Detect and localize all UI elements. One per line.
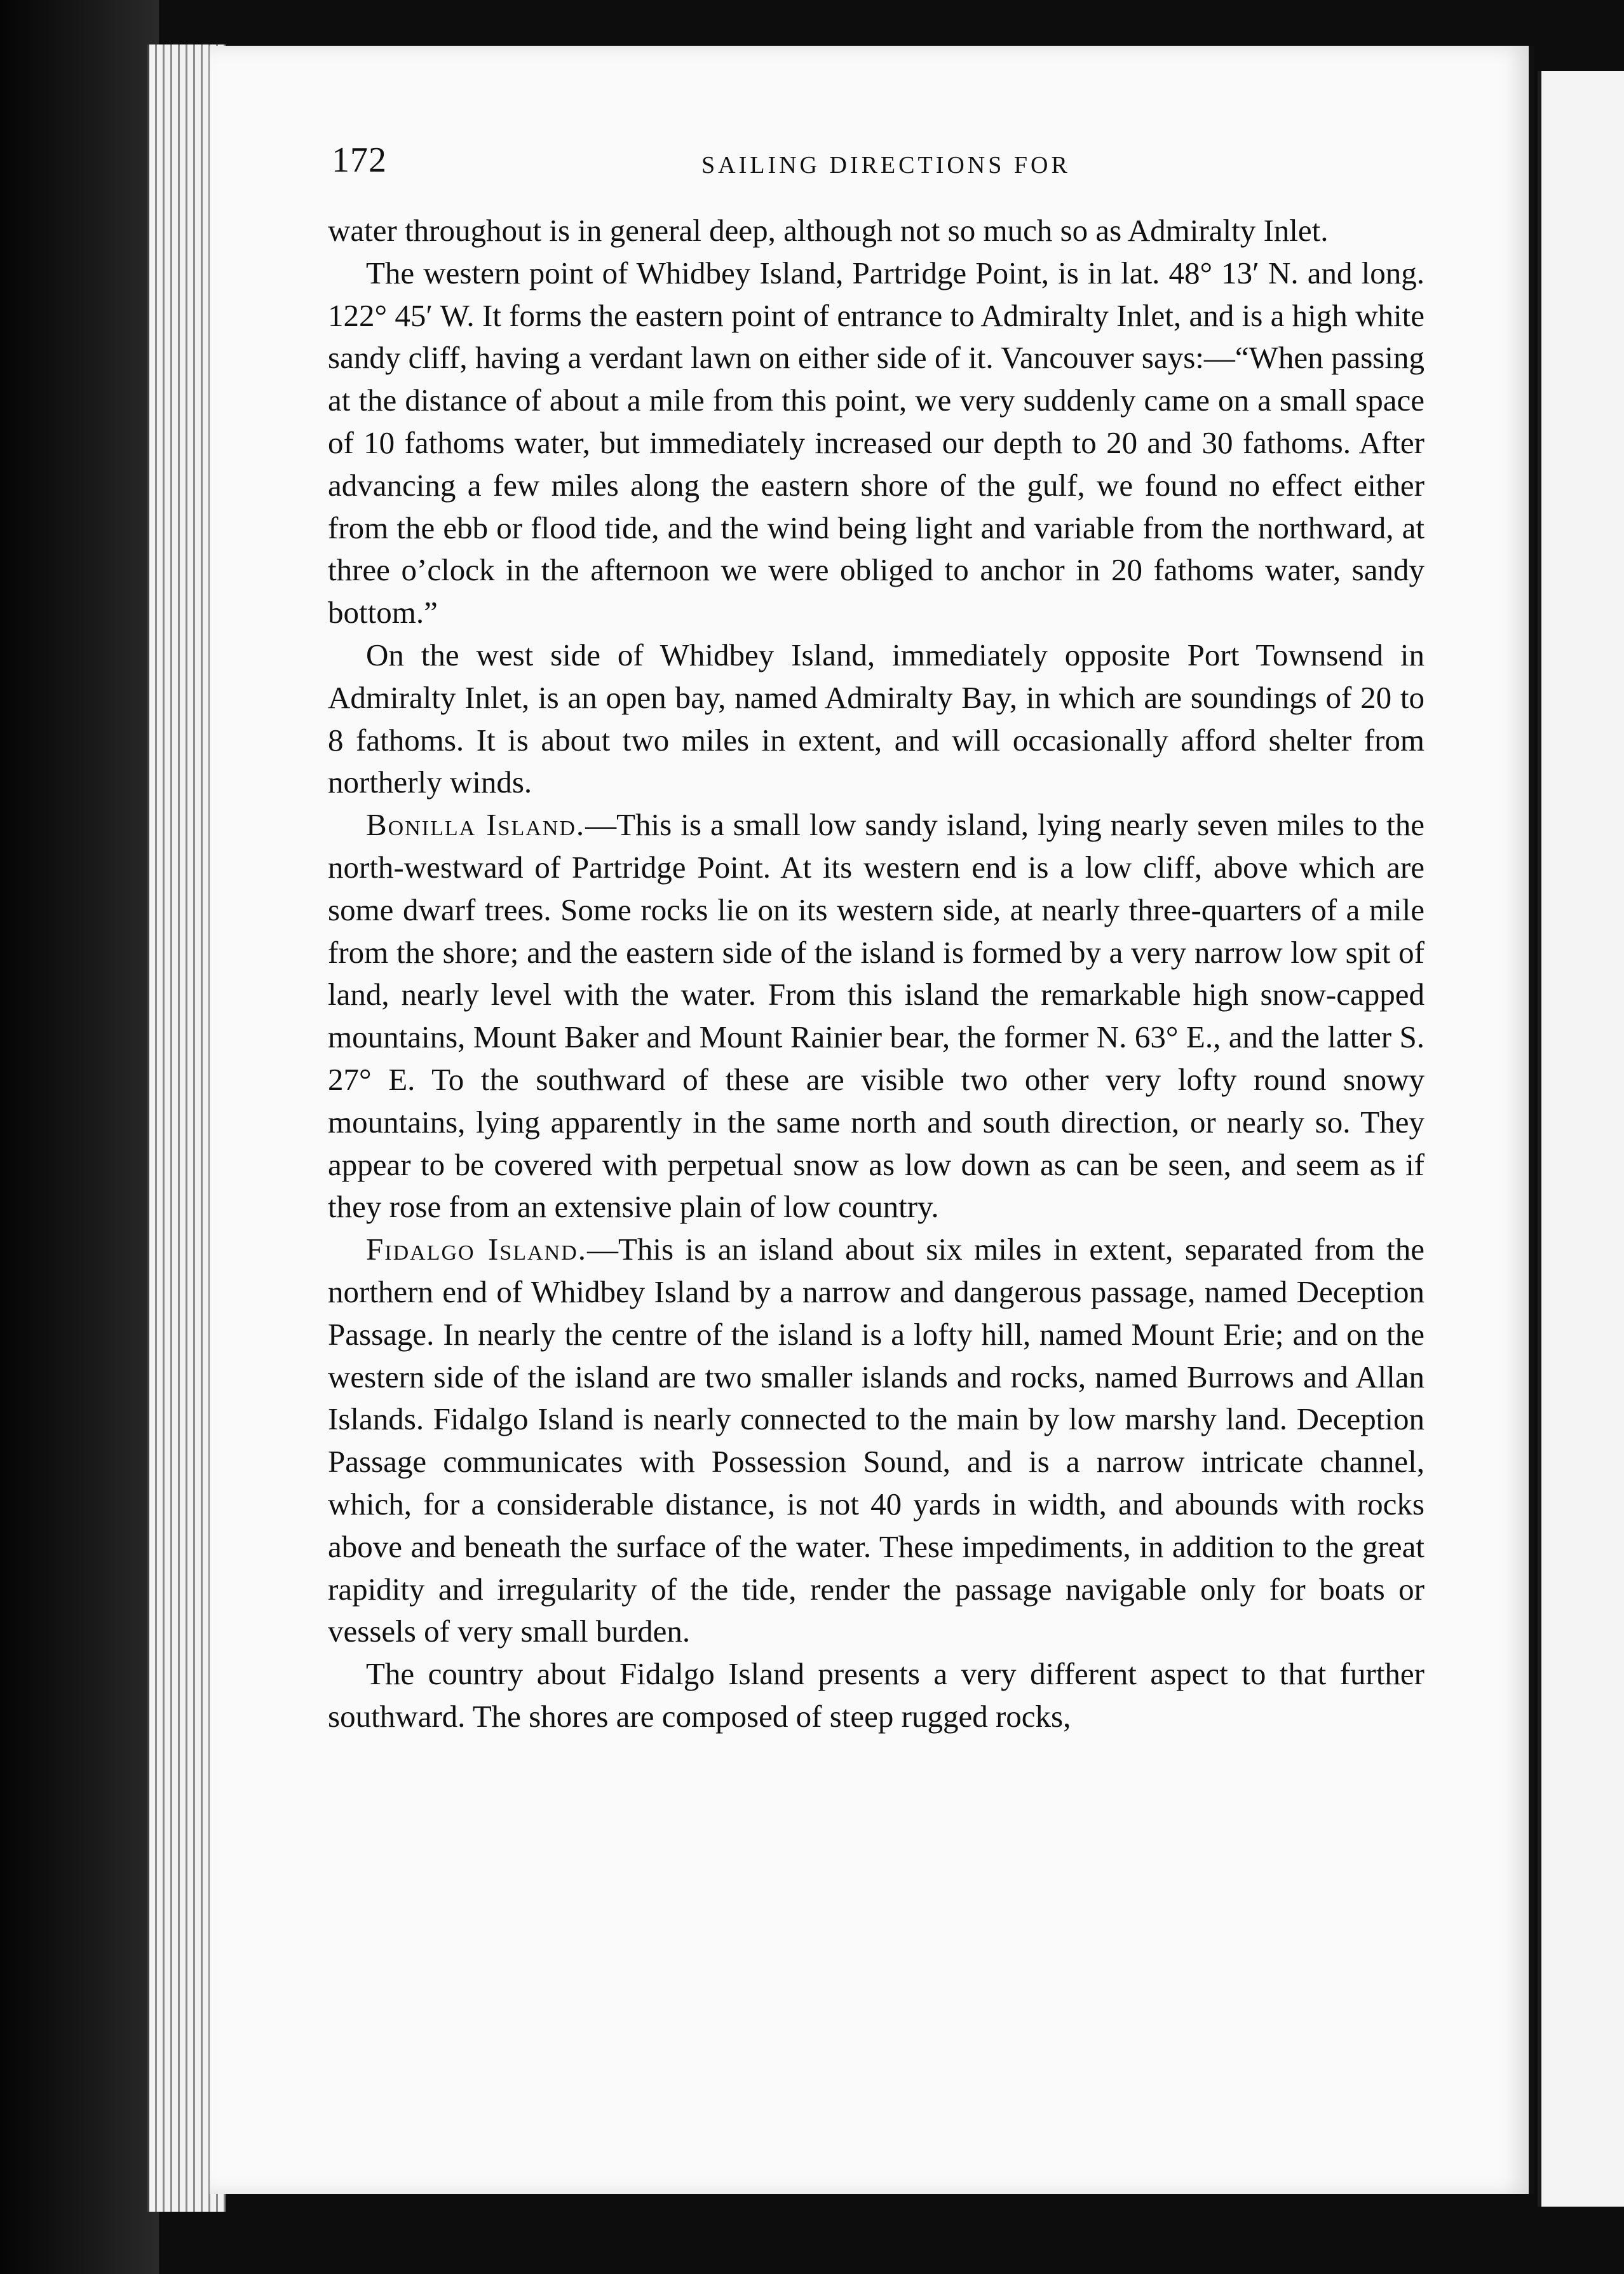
section-heading: Bonilla Island. <box>366 807 586 843</box>
running-head: SAILING DIRECTIONS FOR <box>701 152 1071 179</box>
paragraph-continuation <box>328 210 1424 252</box>
paragraph-text: The western point of Whidbey Island, Partridge Point, is in lat. 48° 13′ N. and long. 122° 45′ W. It forms the eastern point of entrance to Admiralty Inlet, and is a high white sandy cliff, having a verdant lawn on either side of it. Vancouver says:—“When passing at the distance of about a mile from this point, we very suddenly came on a small space of 10 fathoms water, but immediately increased our depth to 20 and 30 fathoms. After advancing a few miles along the eastern shore of the gulf, we found no effect either from the ebb or flood tide, and the wind being light and variable from the northward, at three o’clock in the afternoon we were obliged to anchor in 20 fathoms water, sandy bottom.” <box>328 255 1424 630</box>
section-heading: Fidalgo Island. <box>366 1232 587 1267</box>
page-number: 172 <box>332 140 387 180</box>
paragraph-partridge-point <box>328 252 1424 634</box>
paragraph-fidalgo-island <box>328 1229 1424 1653</box>
paragraph-text: On the west side of Whidbey Island, immediately opposite Port Townsend in Admiralty Inlet, is an open bay, named Admiralty Bay, in which are soundings of 20 to 8 fathoms. It is about two miles in extent, and will occasionally afford shelter from northerly winds. <box>328 637 1424 800</box>
facing-page-edge <box>1538 71 1624 2207</box>
paragraph-text: water throughout is in general deep, although not so much so as Admiralty Inlet. <box>328 213 1329 248</box>
paragraph-admiralty-bay <box>328 634 1424 804</box>
body-text <box>328 210 1424 1738</box>
page-header <box>332 133 1424 184</box>
scanner-background <box>0 0 159 2274</box>
paragraph-country-aspect <box>328 1653 1424 1738</box>
paragraph-bonilla-island <box>328 804 1424 1229</box>
paragraph-text: The country about Fidalgo Island presents a very different aspect to that further southward. The shores are composed of steep rugged rocks, <box>328 1656 1424 1734</box>
paragraph-text: —This is an island about six miles in extent, separated from the northern end of Whidbey Island by a narrow and dangerous passage, named Deception Passage. In nearly the centre of the island is a lofty hill, named Mount Erie; and on the western side of the island are two smaller islands and rocks, named Burrows and Allan Islands. Fidalgo Island is nearly connected to the main by low marshy land. Deception Passage communicates with Possession Sound, and is a narrow intricate channel, which, for a considerable distance, is not 40 yards in width, and abounds with rocks above and beneath the surface of the water. These impediments, in addition to the great rapidity and irregularity of the tide, render the passage navigable only for boats or vessels of very small burden. <box>328 1232 1424 1649</box>
paragraph-text: —This is a small low sandy island, lying nearly seven miles to the north-westward of Partridge Point. At its western end is a low cliff, above which are some dwarf trees. Some rocks lie on its western side, at nearly three-quarters of a mile from the shore; and the eastern side of the island is formed by a very narrow low spit of land, nearly level with the water. From this island the remarkable high snow-capped mountains, Mount Baker and Mount Rainier bear, the former N. 63° E., and the latter S. 27° E. To the southward of these are visible two other very lofty round snowy mountains, lying apparently in the same north and south direction, or nearly so. They appear to be covered with perpetual snow as low down as can be seen, and seem as if they rose from an extensive plain of low country. <box>328 807 1424 1225</box>
